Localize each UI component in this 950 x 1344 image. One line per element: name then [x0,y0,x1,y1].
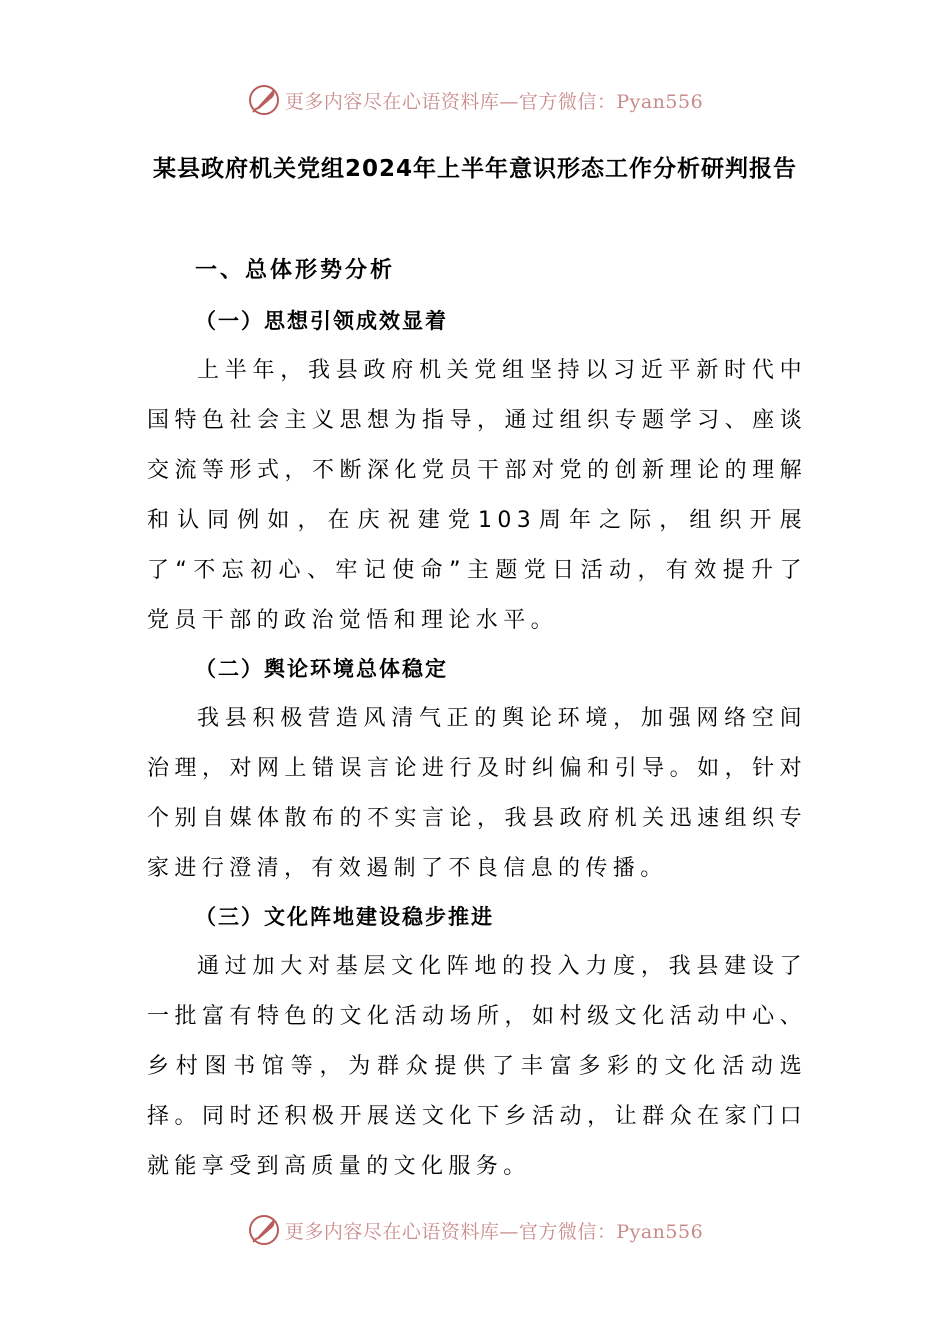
paragraph-3: 通过加大对基层文化阵地的投入力度，我县建设了一批富有特色的文化活动场所，如村级文化活动中心、乡村图书馆等，为群众提供了丰富多彩的文化活动选择。同时还积极开展送文化下乡活动，让群众在家门口就能享受到高质量的文化服务。 [147,954,807,1179]
subsection-heading-1: （一）思想引领成效显着 [195,309,448,333]
quill-pen-logo-icon [247,1213,281,1247]
footer-banner [0,1208,950,1252]
document-title: 某县政府机关党组2024年上半年意识形态工作分析研判报告 [152,156,797,182]
section-heading: 一、总体形势分析 [195,258,396,283]
banner-text: 更多内容尽在心语资料库—官方微信：Pyan556 [284,1220,704,1243]
paragraph-2: 我县积极营造风清气正的舆论环境，加强网络空间治理，对网上错误言论进行及时纠偏和引导。如，针对个别自媒体散布的不实言论，我县政府机关迅速组织专家进行澄清，有效遏制了不良信息的传播。 [147,706,807,881]
quill-pen-logo-icon [247,83,281,117]
subsection-heading-2: （二）舆论环境总体稳定 [195,657,448,681]
header-banner [0,78,950,122]
banner-text: 更多内容尽在心语资料库—官方微信：Pyan556 [284,90,704,113]
subsection-heading-3: （三）文化阵地建设稳步推进 [195,905,494,929]
paragraph-1: 上半年，我县政府机关党组坚持以习近平新时代中国特色社会主义思想为指导，通过组织专题学习、座谈交流等形式，不断深化党员干部对党的创新理论的理解和认同例如，在庆祝建党103周年之际，组织开展了“不忘初心、牢记使命”主题党日活动，有效提升了党员干部的政治觉悟和理论水平。 [147,358,807,633]
